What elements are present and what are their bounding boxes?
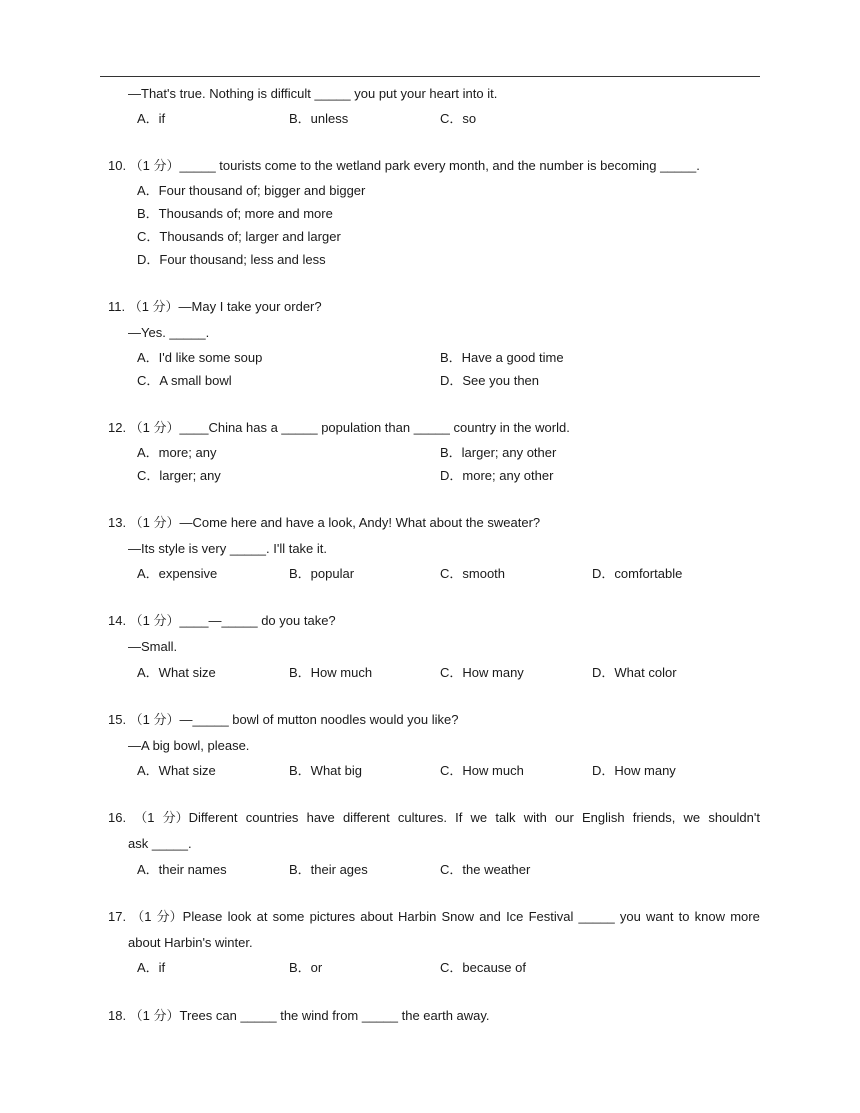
q16-word: 分）Different (162, 810, 238, 825)
q13-option-d[interactable]: D．comfortable (592, 566, 683, 581)
q15-dialog: —A big bowl, please. (128, 738, 250, 753)
q10-stem: 10. （1 分）_____ tourists come to the wetland park every month, and the number is becoming _____. (108, 158, 700, 173)
q14-option-b[interactable]: B．How much (289, 665, 373, 680)
q9-option-c[interactable]: C．so (440, 111, 477, 126)
q12-stem: 12. （1 分）____China has a _____ population than _____ country in the world. (108, 420, 570, 435)
q17-stem (108, 909, 760, 925)
q11-stem: 11. （1 分）—May I take your order? (108, 299, 322, 314)
q17-word: want (646, 909, 674, 924)
q17-option-a[interactable]: A．if (137, 960, 166, 975)
q16-stem (108, 810, 760, 826)
q16-word: we (683, 810, 701, 825)
header-rule (100, 76, 760, 77)
q13-option-a[interactable]: A．expensive (137, 566, 218, 581)
q16-option-b[interactable]: B．their ages (289, 862, 368, 877)
q17-word: _____ (578, 909, 615, 924)
q15-option-d[interactable]: D．How many (592, 763, 676, 778)
q16-option-a[interactable]: A．their names (137, 862, 227, 877)
q13-dialog: —Its style is very _____. I'll take it. (128, 541, 327, 556)
q11-option-b[interactable]: B．Have a good time (440, 350, 564, 365)
q10-option-a[interactable]: A．Four thousand of; bigger and bigger (137, 183, 366, 198)
q16-word: have (306, 810, 335, 825)
q17-word: and (479, 909, 501, 924)
q10-option-d[interactable]: D．Four thousand; less and less (137, 252, 326, 267)
q13-stem: 13. （1 分）—Come here and have a look, Andy! What about the sweater? (108, 515, 541, 530)
q17-word: you (619, 909, 641, 924)
q10-option-b[interactable]: B．Thousands of; more and more (137, 206, 333, 221)
q15-option-c[interactable]: C．How much (440, 763, 524, 778)
q17-word: some (272, 909, 305, 924)
q13-option-b[interactable]: B．popular (289, 566, 355, 581)
q16-word: we (470, 810, 488, 825)
q11-dialog: —Yes. _____. (128, 325, 210, 340)
q17-word: know (694, 909, 726, 924)
q17-word: Ice (506, 909, 524, 924)
q14-option-c[interactable]: C．How many (440, 665, 524, 680)
q16-word: 16. (108, 810, 127, 825)
q10-option-c[interactable]: C．Thousands of; larger and larger (137, 229, 341, 244)
q16-word: English (581, 810, 625, 825)
q16-word: talk (495, 810, 516, 825)
q12-option-d[interactable]: D．more; any other (440, 468, 554, 483)
q14-option-d[interactable]: D．What color (592, 665, 677, 680)
q17-word: 17. (108, 909, 127, 924)
q17-word: Harbin (398, 909, 437, 924)
q17-word: to (678, 909, 690, 924)
q13-option-c[interactable]: C．smooth (440, 566, 506, 581)
q16-word: our (555, 810, 574, 825)
q16-stem-continued: ask _____. (128, 836, 192, 851)
q17-word: Snow (441, 909, 475, 924)
q17-word: look (227, 909, 252, 924)
q14-option-a[interactable]: A．What size (137, 665, 216, 680)
q9-option-a[interactable]: A．if (137, 111, 166, 126)
q11-option-d[interactable]: D．See you then (440, 373, 540, 388)
q12-option-b[interactable]: B．larger; any other (440, 445, 557, 460)
q15-option-b[interactable]: B．What big (289, 763, 362, 778)
q17-word: 分）Please (156, 909, 223, 924)
q9-option-b[interactable]: B．unless (289, 111, 349, 126)
q14-dialog: —Small. (128, 639, 178, 654)
q17-word: at (256, 909, 268, 924)
q12-option-c[interactable]: C．larger; any (137, 468, 221, 483)
q17-word: pictures (309, 909, 356, 924)
q18-stem: 18. （1 分）Trees can _____ the wind from _____ the earth away. (108, 1008, 490, 1023)
q17-stem-continued: about Harbin's winter. (128, 935, 253, 950)
q17-word: Festival (528, 909, 574, 924)
q16-word: friends, (632, 810, 676, 825)
q17-word: about (360, 909, 393, 924)
q16-option-c[interactable]: C．the weather (440, 862, 531, 877)
q16-word: countries (245, 810, 299, 825)
q15-option-a[interactable]: A．What size (137, 763, 216, 778)
q9-dialog: —That's true. Nothing is difficult _____ you put your heart into it. (128, 86, 498, 101)
q17-word: more (730, 909, 760, 924)
q15-stem: 15. （1 分）—_____ bowl of mutton noodles would you like? (108, 712, 459, 727)
q11-option-a[interactable]: A．I'd like some soup (137, 350, 263, 365)
q17-option-c[interactable]: C．because of (440, 960, 526, 975)
q16-word: with (523, 810, 547, 825)
q14-stem: 14. （1 分）____—_____ do you take? (108, 613, 336, 628)
q16-word: cultures. (397, 810, 447, 825)
q17-word: （1 (131, 909, 152, 924)
q17-option-b[interactable]: B．or (289, 960, 323, 975)
q12-option-a[interactable]: A．more; any (137, 445, 217, 460)
q16-word: （1 (134, 810, 155, 825)
q16-word: different (342, 810, 390, 825)
q16-word: If (455, 810, 463, 825)
q11-option-c[interactable]: C．A small bowl (137, 373, 232, 388)
q16-word: shouldn't (708, 810, 760, 825)
